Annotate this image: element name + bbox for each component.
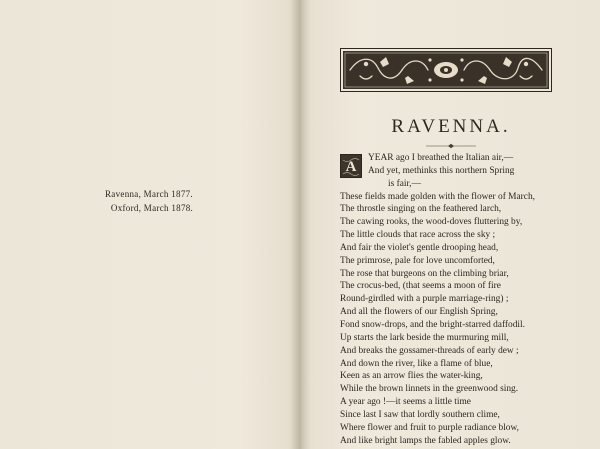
poem-line: The crocus-bed, (that seems a moon of fire (340, 281, 501, 292)
poem-line: Since last I saw that lordly southern clime, (340, 409, 500, 420)
poem-line: The throstle singing on the feathered larch, (340, 204, 502, 215)
poem-body (340, 152, 590, 447)
poem-line: The primrose, pale for love uncomforted, (340, 255, 495, 266)
poem-title: RAVENNA. (391, 116, 511, 137)
poem-line: And yet, methinks this northern Spring (368, 165, 515, 176)
poem-line: is fair,— (388, 178, 421, 189)
poem-line: Up starts the lark beside the murmuring mill, (340, 332, 509, 343)
poem-line: And down the river, like a flame of blue, (340, 358, 493, 369)
poem-line: And like bright lamps the fabled apples glow. (340, 435, 511, 446)
left-page (0, 0, 298, 449)
poem-line: The rose that burgeons on the climbing briar, (340, 268, 509, 279)
poem-line: And breaks the gossamer-threads of early dew ; (340, 345, 519, 356)
poem-line: Fond snow-drops, and the bright-starred daffodil. (340, 319, 525, 330)
date-line-oxford: Oxford, March 1878. (110, 203, 194, 213)
poem-line: Keen as an arrow flies the water-king, (340, 371, 483, 382)
date-line-ravenna: Ravenna, March 1877. (105, 189, 193, 199)
right-page (302, 0, 600, 449)
date-lines (0, 187, 298, 215)
poem-line: These fields made golden with the flower of March, (340, 191, 535, 202)
poem-line: A year ago !—it seems a little time (340, 397, 471, 408)
poem-line: The cawing rooks, the wood-doves fluttering by, (340, 217, 523, 228)
poem-line: While the brown linnets in the greenwood sing. (340, 384, 519, 395)
poem-line: And all the flowers of our English Spring, (340, 307, 498, 318)
dropcap-letter: A (345, 159, 357, 175)
poem-line: Where flower and fruit to purple radiance blow, (340, 422, 520, 433)
floral-ornament-icon (340, 48, 552, 92)
poem-line: Round-girdled with a purple marriage-ring) ; (340, 294, 509, 305)
title-rule (426, 143, 476, 149)
poem-line: YEAR ago I breathed the Italian air,— (368, 153, 514, 163)
poem-line: The little clouds that race across the sky ; (340, 230, 496, 241)
poem-line: And fair the violet's gentle drooping head, (340, 242, 499, 253)
